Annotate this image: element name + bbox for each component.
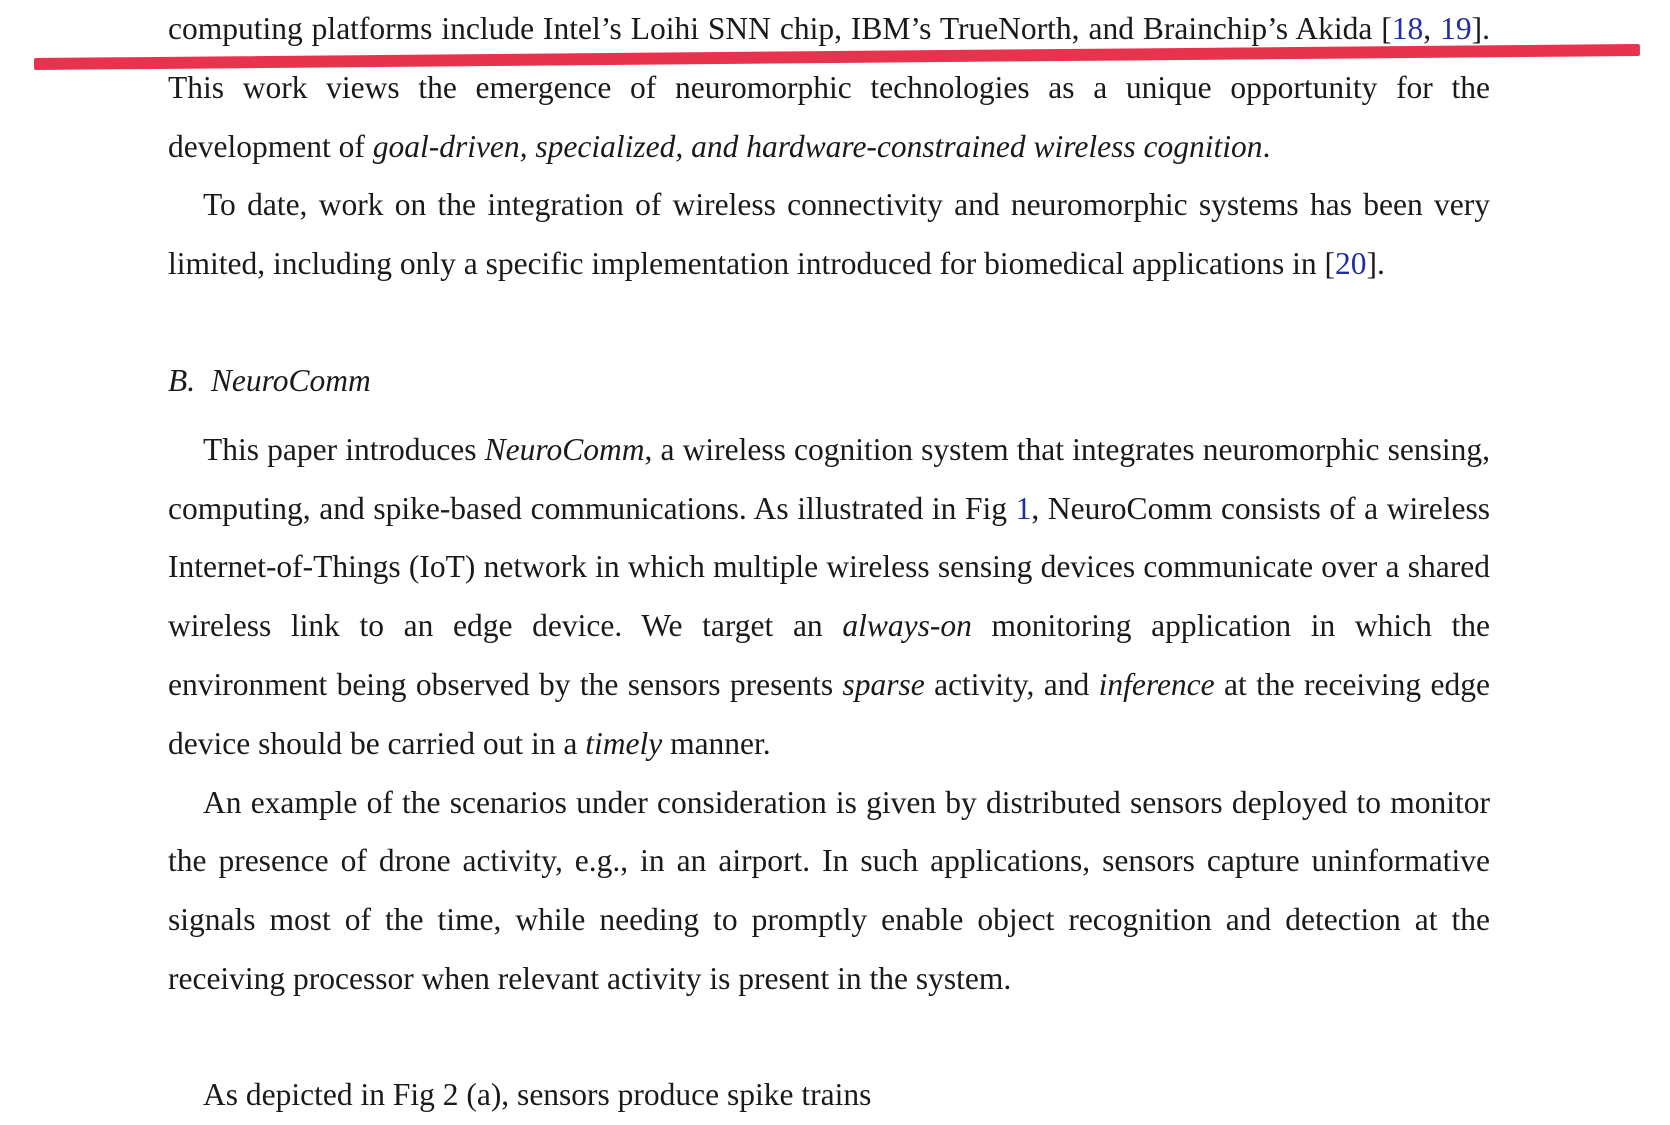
para1-after-citation: ]. This work views the emergence of neuromorphic technologies as a unique opportunity for the development of: [168, 11, 1490, 164]
spacer: [168, 294, 1490, 352]
para3-text-6: at the receiving edge device should be carried out in a: [168, 666, 1491, 761]
citation-separator: ,: [1423, 11, 1441, 46]
para1-line1: computing platforms include Intel’s Loihi SNN chip, IBM’s TrueNorth, and Brainchip’s Akida: [168, 11, 1373, 46]
para3-text-4: monitoring application in which the environment being observed by the sensors presents: [168, 608, 1490, 702]
para3-text-2: , a wireless cognition system that integrates neuromorphic sensing, computing, and spike-based communications. As illustrated in Fig: [168, 431, 1490, 526]
citation-18-link[interactable]: 18: [1391, 11, 1424, 46]
para3-emph-timely: timely: [585, 725, 663, 761]
spacer: [168, 411, 1490, 421]
para1-emphasis: goal-driven, specialized, and hardware-constrained wireless cognition: [372, 128, 1263, 164]
paragraph-neurocomm-intro: [168, 421, 1490, 774]
text-column: [168, 0, 1490, 1009]
paragraph-limited-integration: [168, 176, 1490, 294]
section-heading: [168, 352, 1490, 411]
para3-text-1: This paper introduces: [203, 431, 485, 467]
para3-emph-neurocomm: NeuroComm: [484, 431, 645, 467]
paragraph-drone-example: [168, 774, 1490, 1009]
paragraph-neuromorphic-platforms: [168, 0, 1490, 176]
para2-text: To date, work on the integration of wireless connectivity and neuromorphic systems has been very limited, including only a specific implementation introduced for biomedical applications in: [168, 187, 1490, 282]
para3-text-3: , NeuroComm consists of a wireless Internet-of-Things (IoT) network in which multiple wireless sensing devices communicate over a shared wireless link to an edge device. We target an: [168, 490, 1490, 644]
citation-bracket-open-2: [: [1324, 246, 1335, 282]
cut-off-next-line: [168, 1066, 1490, 1125]
section-number: B.: [168, 362, 196, 398]
para4-text: An example of the scenarios under consideration is given by distributed sensors deployed to monitor the presence of drone activity, e.g., in an airport. In such applications, sensors capture uninformative signals most of the time, while needing to promptly enable object recognition and detection at the receiving processor when relevant activity is present in the system.: [168, 784, 1490, 996]
para2-end: ].: [1366, 246, 1385, 282]
figure-1-link[interactable]: 1: [1015, 490, 1032, 526]
citation-19-link[interactable]: 19: [1440, 11, 1472, 46]
citation-bracket-open: [: [1381, 11, 1392, 46]
para3-emph-sparse: sparse: [842, 666, 925, 702]
para3-text-5: activity, and: [924, 666, 1099, 702]
para3-emph-always-on: always-on: [842, 608, 972, 644]
para3-text-7: manner.: [662, 725, 771, 761]
section-title: NeuroComm: [210, 362, 371, 398]
citation-20-link[interactable]: 20: [1334, 246, 1367, 282]
para1-end: .: [1262, 128, 1271, 164]
cut-line-text: As depicted in Fig 2 (a), sensors produce spike trains: [203, 1077, 872, 1112]
para3-emph-inference: inference: [1098, 666, 1215, 702]
